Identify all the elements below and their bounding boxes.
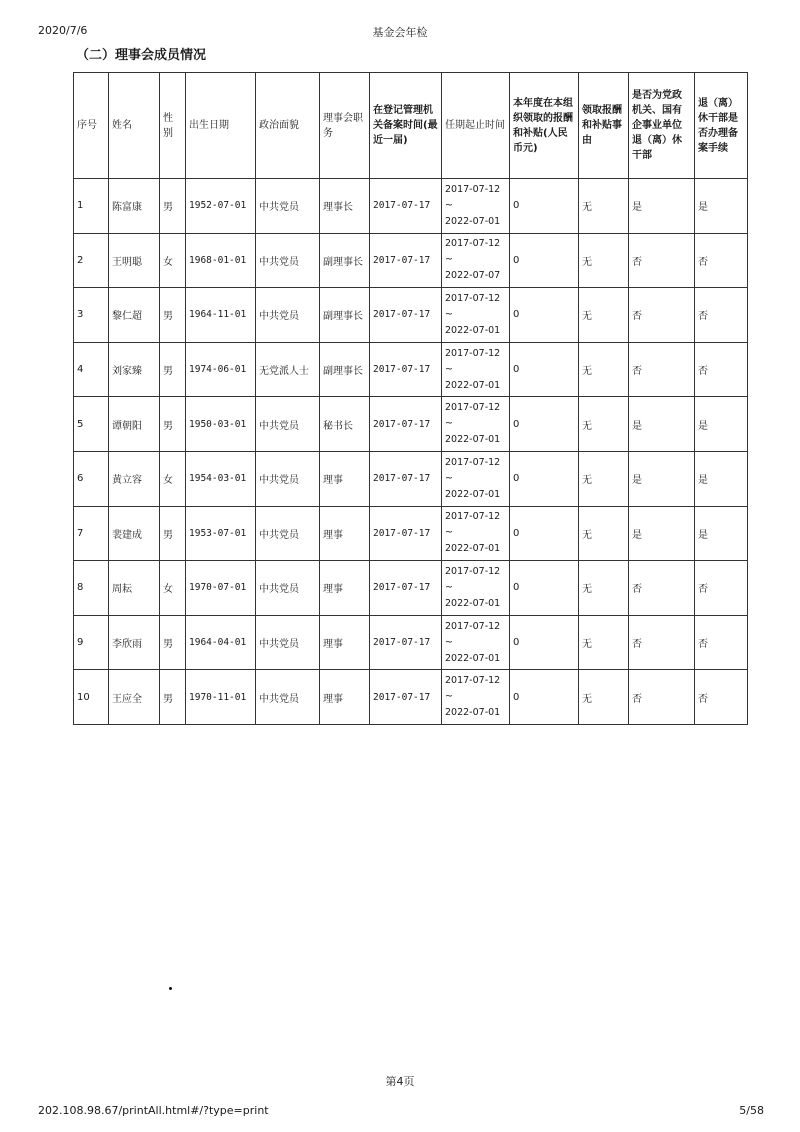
cell-filed: 否 — [695, 615, 748, 670]
term-end: 2022-07-01 — [445, 652, 501, 664]
term-start: 2017-07-12 — [445, 292, 501, 304]
board-members-table — [73, 72, 748, 725]
cell-gender: 男 — [160, 615, 186, 670]
cell-pay: 0 — [510, 670, 579, 725]
term-separator: ~ — [445, 308, 453, 320]
cell-politics: 中共党员 — [256, 233, 320, 288]
cell-pay: 0 — [510, 179, 579, 234]
term-end: 2022-07-07 — [445, 270, 501, 282]
cell-name: 谭朝阳 — [109, 397, 160, 452]
cell-gender: 男 — [160, 506, 186, 561]
cell-filing: 2017-07-17 — [370, 233, 442, 288]
cell-term — [442, 233, 510, 288]
term-start: 2017-07-12 — [445, 347, 501, 359]
cell-no: 8 — [74, 561, 109, 616]
table-row — [74, 397, 748, 452]
cell-politics: 中共党员 — [256, 506, 320, 561]
cell-birth: 1950-03-01 — [186, 397, 256, 452]
cell-reason: 无 — [579, 342, 629, 397]
cell-position: 副理事长 — [320, 233, 370, 288]
cell-name: 王明聪 — [109, 233, 160, 288]
cell-no: 2 — [74, 233, 109, 288]
cell-reason: 无 — [579, 179, 629, 234]
cell-filed: 否 — [695, 288, 748, 343]
cell-birth: 1970-11-01 — [186, 670, 256, 725]
cell-birth: 1952-07-01 — [186, 179, 256, 234]
cell-gender: 女 — [160, 233, 186, 288]
footer-pager: 5/58 — [739, 1104, 764, 1117]
cell-filing: 2017-07-17 — [370, 506, 442, 561]
term-separator: ~ — [445, 636, 453, 648]
cell-name: 王应全 — [109, 670, 160, 725]
cell-position: 理事 — [320, 561, 370, 616]
cell-politics: 无党派人士 — [256, 342, 320, 397]
term-end: 2022-07-01 — [445, 379, 501, 391]
table-row — [74, 179, 748, 234]
cell-reason: 无 — [579, 397, 629, 452]
cell-retired: 否 — [629, 615, 695, 670]
cell-retired: 否 — [629, 342, 695, 397]
term-end: 2022-07-01 — [445, 434, 501, 446]
document-title: 基金会年检 — [372, 26, 428, 39]
table-row — [74, 342, 748, 397]
cell-name: 周耘 — [109, 561, 160, 616]
term-end: 2022-07-01 — [445, 543, 501, 555]
table-row — [74, 615, 748, 670]
cell-term — [442, 397, 510, 452]
cell-position: 理事长 — [320, 179, 370, 234]
header-cell: 性别 — [160, 73, 186, 179]
cell-filing: 2017-07-17 — [370, 561, 442, 616]
cell-no: 6 — [74, 451, 109, 506]
table-row — [74, 561, 748, 616]
cell-politics: 中共党员 — [256, 451, 320, 506]
term-separator: ~ — [445, 527, 453, 539]
cell-reason: 无 — [579, 288, 629, 343]
cell-no: 10 — [74, 670, 109, 725]
cell-gender: 女 — [160, 451, 186, 506]
cell-filed: 否 — [695, 561, 748, 616]
cell-birth: 1974-06-01 — [186, 342, 256, 397]
term-start: 2017-07-12 — [445, 620, 501, 632]
table-row — [74, 670, 748, 725]
term-end: 2022-07-01 — [445, 488, 501, 500]
header-cell: 政治面貌 — [256, 73, 320, 179]
section-title: （二）理事会成员情况 — [76, 48, 207, 63]
cell-filed: 否 — [695, 342, 748, 397]
header-cell: 序号 — [74, 73, 109, 179]
cell-retired: 是 — [629, 451, 695, 506]
cell-birth: 1970-07-01 — [186, 561, 256, 616]
term-separator: ~ — [445, 363, 453, 375]
cell-gender: 男 — [160, 179, 186, 234]
header-cell: 是否为党政机关、国有企事业单位退（离）休干部 — [629, 73, 695, 179]
cell-filed: 是 — [695, 451, 748, 506]
term-start: 2017-07-12 — [445, 238, 501, 250]
term-separator: ~ — [445, 691, 453, 703]
cell-gender: 男 — [160, 288, 186, 343]
cell-position: 理事 — [320, 670, 370, 725]
cell-filing: 2017-07-17 — [370, 342, 442, 397]
cell-pay: 0 — [510, 397, 579, 452]
cell-filed: 是 — [695, 397, 748, 452]
cell-position: 副理事长 — [320, 342, 370, 397]
cell-retired: 是 — [629, 179, 695, 234]
cell-name: 刘家臻 — [109, 342, 160, 397]
cell-filing: 2017-07-17 — [370, 615, 442, 670]
cell-term — [442, 179, 510, 234]
cell-term — [442, 506, 510, 561]
term-separator: ~ — [445, 254, 453, 266]
cell-birth: 1968-01-01 — [186, 233, 256, 288]
cell-position: 理事 — [320, 615, 370, 670]
cell-politics: 中共党员 — [256, 397, 320, 452]
cell-gender: 男 — [160, 342, 186, 397]
page-number: 第4页 — [385, 1075, 415, 1088]
cell-term — [442, 451, 510, 506]
term-start: 2017-07-12 — [445, 675, 501, 687]
cell-position: 秘书长 — [320, 397, 370, 452]
cell-retired: 否 — [629, 670, 695, 725]
cell-term — [442, 615, 510, 670]
cell-filed: 是 — [695, 506, 748, 561]
header-cell: 本年度在本组织领取的报酬和补贴(人民币元) — [510, 73, 579, 179]
header-cell: 理事会职务 — [320, 73, 370, 179]
cell-pay: 0 — [510, 233, 579, 288]
term-start: 2017-07-12 — [445, 511, 501, 523]
cell-reason: 无 — [579, 561, 629, 616]
cell-birth: 1964-04-01 — [186, 615, 256, 670]
cell-filing: 2017-07-17 — [370, 670, 442, 725]
cell-filed: 是 — [695, 179, 748, 234]
cell-politics: 中共党员 — [256, 615, 320, 670]
cell-name: 裴建成 — [109, 506, 160, 561]
cell-term — [442, 670, 510, 725]
cell-filed: 否 — [695, 670, 748, 725]
term-start: 2017-07-12 — [445, 565, 501, 577]
cell-position: 理事 — [320, 506, 370, 561]
term-end: 2022-07-01 — [445, 324, 501, 336]
print-date: 2020/7/6 — [38, 24, 88, 37]
cell-retired: 是 — [629, 506, 695, 561]
cell-politics: 中共党员 — [256, 670, 320, 725]
table-row — [74, 288, 748, 343]
cell-retired: 否 — [629, 561, 695, 616]
cell-pay: 0 — [510, 615, 579, 670]
cell-term — [442, 561, 510, 616]
cell-filing: 2017-07-17 — [370, 397, 442, 452]
footer-url: 202.108.98.67/printAll.html#/?type=print — [38, 1104, 269, 1117]
table-row — [74, 233, 748, 288]
cell-pay: 0 — [510, 342, 579, 397]
cell-birth: 1964-11-01 — [186, 288, 256, 343]
cell-name: 黄立容 — [109, 451, 160, 506]
term-end: 2022-07-01 — [445, 597, 501, 609]
cell-pay: 0 — [510, 451, 579, 506]
term-separator: ~ — [445, 472, 453, 484]
term-start: 2017-07-12 — [445, 456, 501, 468]
cell-reason: 无 — [579, 615, 629, 670]
stray-dot — [169, 987, 172, 990]
cell-no: 5 — [74, 397, 109, 452]
term-start: 2017-07-12 — [445, 402, 501, 414]
term-separator: ~ — [445, 581, 453, 593]
cell-filed: 否 — [695, 233, 748, 288]
header-cell: 出生日期 — [186, 73, 256, 179]
cell-politics: 中共党员 — [256, 179, 320, 234]
cell-pay: 0 — [510, 506, 579, 561]
header-cell: 退（离）休干部是否办理备案手续 — [695, 73, 748, 179]
term-separator: ~ — [445, 199, 453, 211]
cell-pay: 0 — [510, 561, 579, 616]
cell-position: 副理事长 — [320, 288, 370, 343]
cell-filing: 2017-07-17 — [370, 288, 442, 343]
cell-filing: 2017-07-17 — [370, 451, 442, 506]
cell-name: 黎仁超 — [109, 288, 160, 343]
cell-term — [442, 342, 510, 397]
cell-no: 1 — [74, 179, 109, 234]
cell-position: 理事 — [320, 451, 370, 506]
table-header-row — [74, 73, 748, 179]
cell-retired: 否 — [629, 233, 695, 288]
term-end: 2022-07-01 — [445, 707, 501, 719]
table-row — [74, 506, 748, 561]
cell-gender: 男 — [160, 397, 186, 452]
cell-birth: 1953-07-01 — [186, 506, 256, 561]
cell-retired: 是 — [629, 397, 695, 452]
cell-filing: 2017-07-17 — [370, 179, 442, 234]
cell-no: 3 — [74, 288, 109, 343]
cell-reason: 无 — [579, 233, 629, 288]
cell-term — [442, 288, 510, 343]
header-cell: 领取报酬和补贴事由 — [579, 73, 629, 179]
cell-name: 李欣雨 — [109, 615, 160, 670]
cell-no: 4 — [74, 342, 109, 397]
cell-politics: 中共党员 — [256, 561, 320, 616]
cell-politics: 中共党员 — [256, 288, 320, 343]
cell-reason: 无 — [579, 451, 629, 506]
cell-retired: 否 — [629, 288, 695, 343]
term-separator: ~ — [445, 418, 453, 430]
term-start: 2017-07-12 — [445, 183, 501, 195]
cell-no: 7 — [74, 506, 109, 561]
cell-gender: 男 — [160, 670, 186, 725]
header-cell: 在登记管理机关备案时间(最近一届) — [370, 73, 442, 179]
header-cell: 姓名 — [109, 73, 160, 179]
cell-pay: 0 — [510, 288, 579, 343]
cell-reason: 无 — [579, 506, 629, 561]
cell-no: 9 — [74, 615, 109, 670]
cell-name: 陈富康 — [109, 179, 160, 234]
cell-reason: 无 — [579, 670, 629, 725]
header-cell: 任期起止时间 — [442, 73, 510, 179]
cell-birth: 1954-03-01 — [186, 451, 256, 506]
table-row — [74, 451, 748, 506]
term-end: 2022-07-01 — [445, 215, 501, 227]
cell-gender: 女 — [160, 561, 186, 616]
